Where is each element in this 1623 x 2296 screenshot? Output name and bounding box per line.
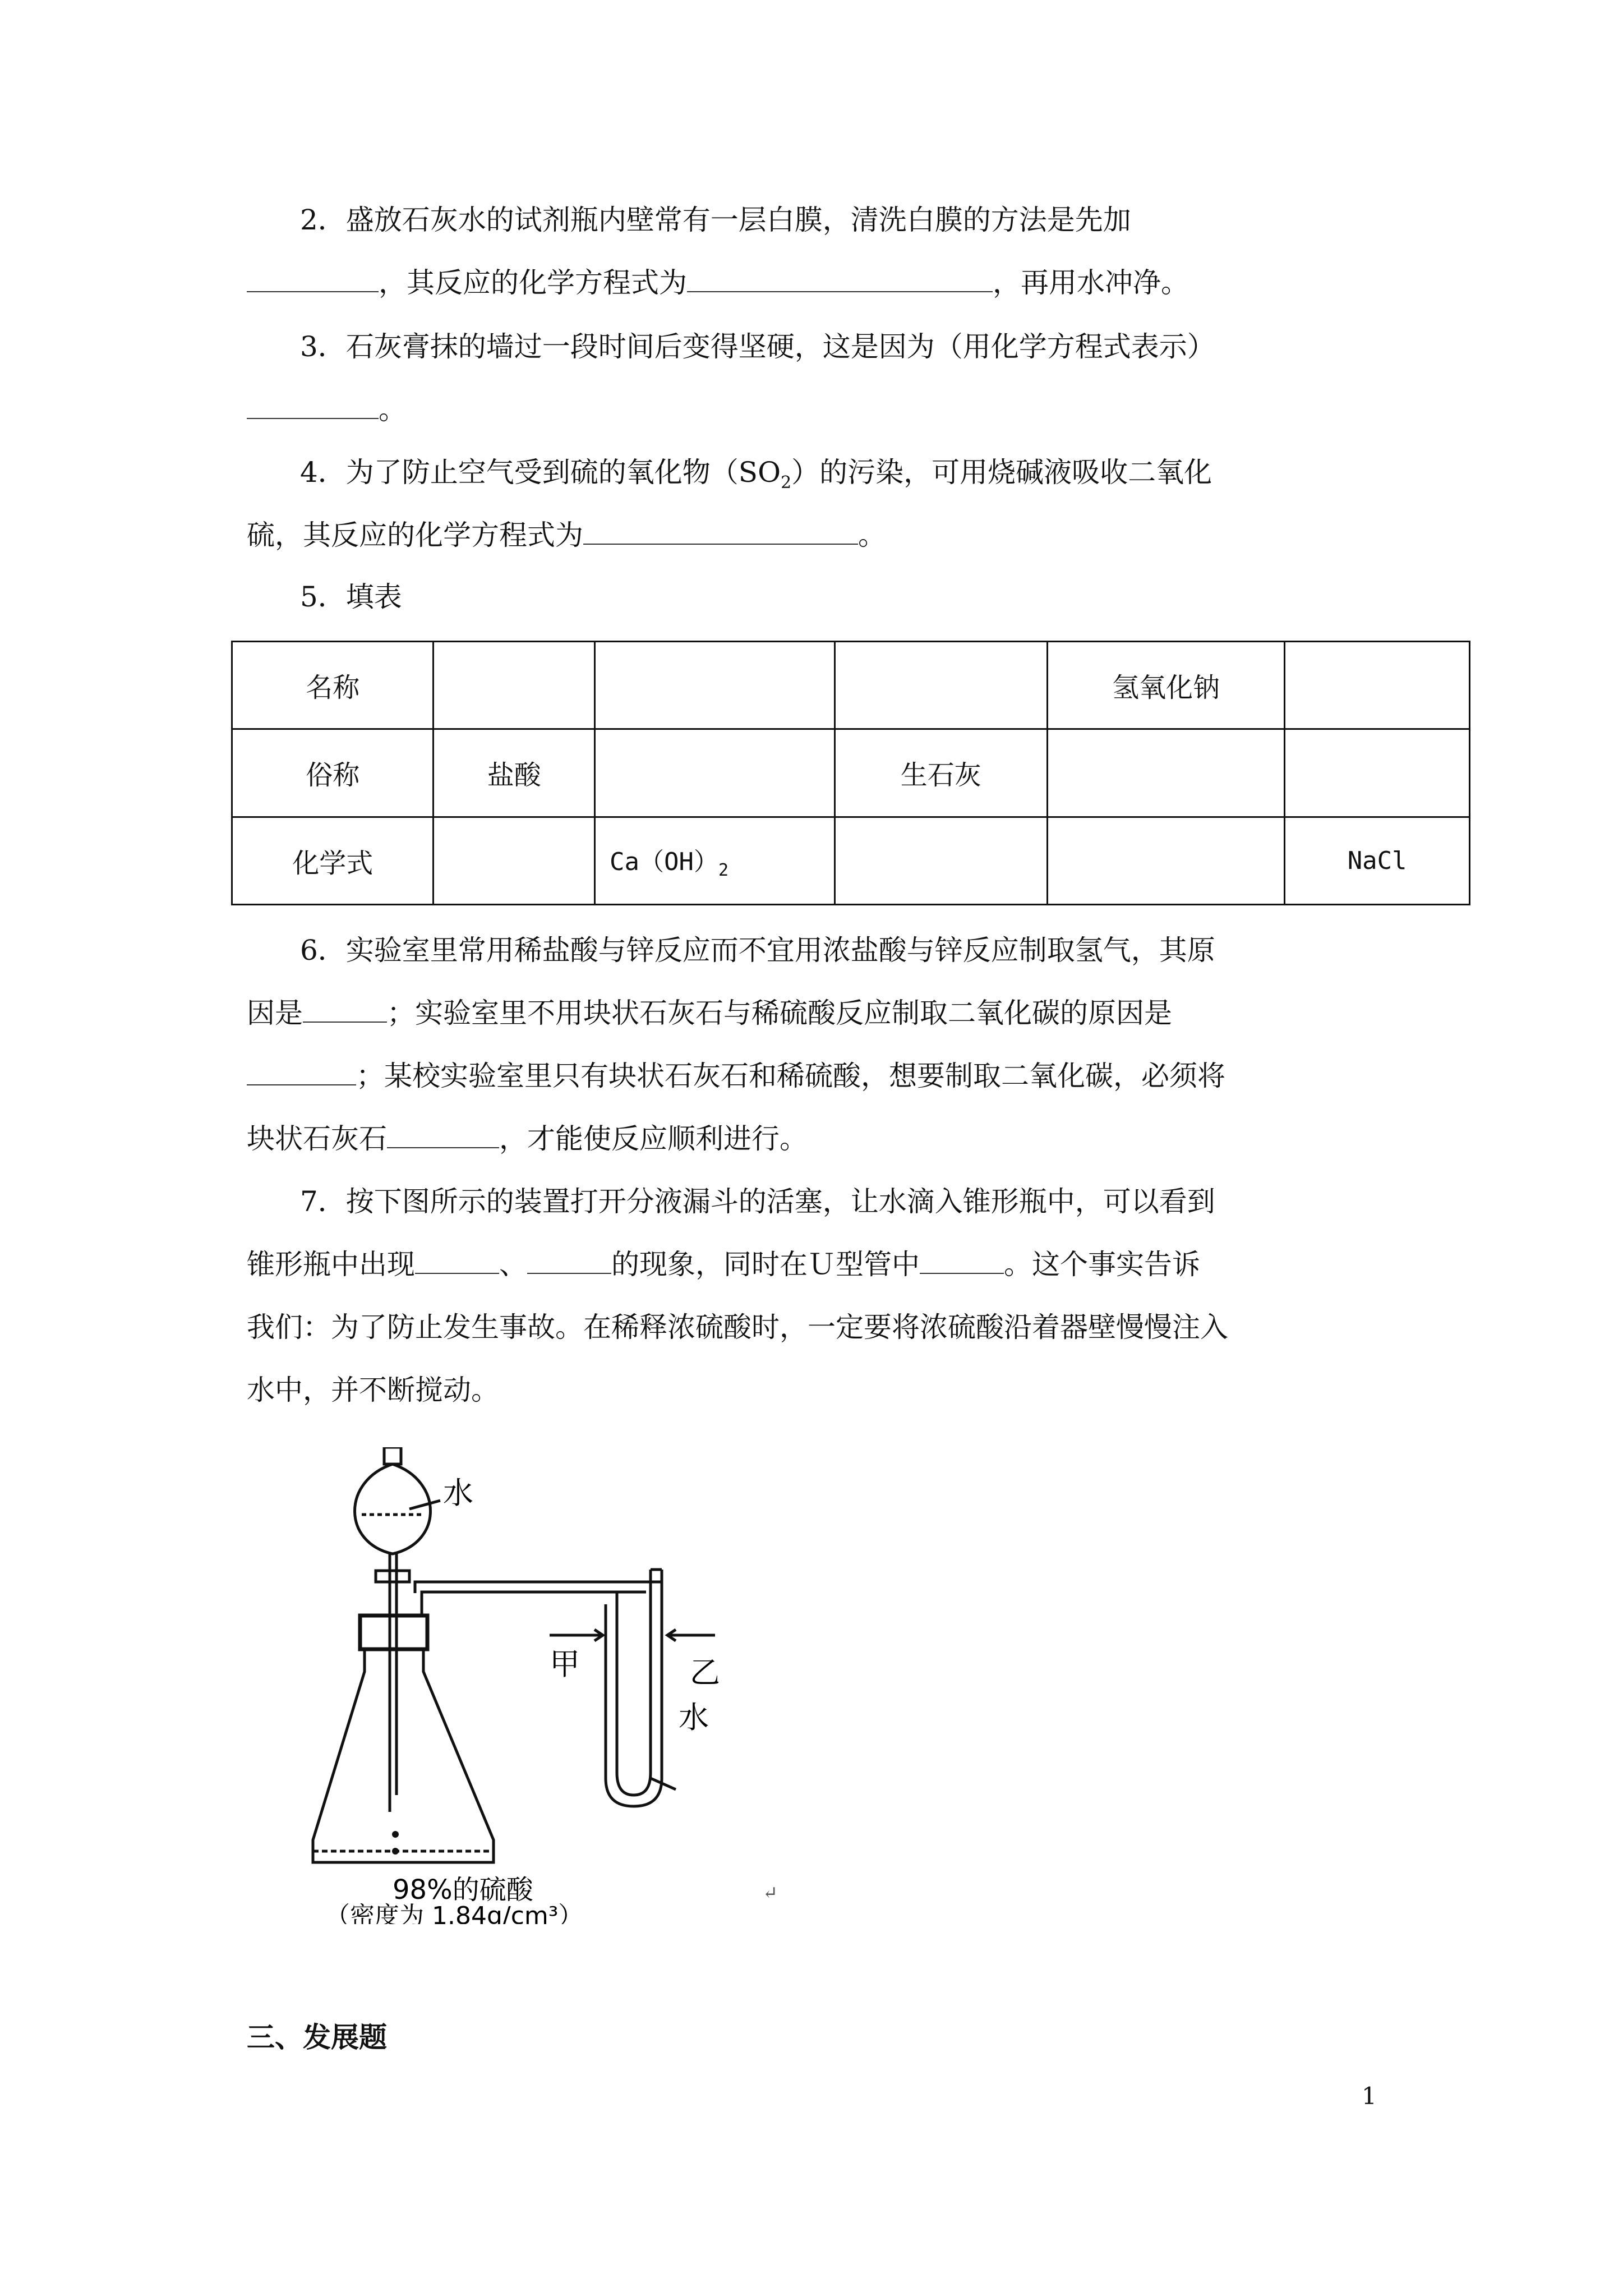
- q4-line1: [300, 455, 1212, 500]
- q3-line2: [247, 393, 407, 426]
- table-row-formula: [232, 817, 1470, 904]
- funnel-stopper: [384, 1447, 401, 1464]
- q7-line2: [247, 1248, 1200, 1281]
- label-water-top: 水: [443, 1475, 473, 1511]
- q6-line4-a: 块状石灰石: [247, 1122, 387, 1155]
- q2-blank-2[interactable]: [687, 266, 993, 292]
- table-cell[interactable]: [595, 642, 835, 729]
- q4-line2-a: 硫，其反应的化学方程式为: [247, 519, 583, 551]
- conical-flask: [313, 1649, 494, 1862]
- table-cell[interactable]: [1285, 642, 1470, 729]
- q5-title: 5．填表: [300, 581, 402, 613]
- water-drop: [392, 1848, 399, 1855]
- q7-line2-a: 锥形瓶中出现: [247, 1248, 415, 1281]
- q3-line2-end: 。: [379, 393, 407, 426]
- q6-blank-2[interactable]: [247, 1060, 356, 1085]
- table-row-name: [232, 642, 1470, 729]
- q6-line2-b: ；实验室里不用块状石灰石与稀硫酸反应制取二氧化碳的原因是: [387, 997, 1172, 1029]
- label-yi: 乙: [690, 1655, 720, 1690]
- section-heading: 三、发展题: [247, 2021, 387, 2054]
- q6-line1: 6．实验室里常用稀盐酸与锌反应而不宜用浓盐酸与锌反应制取氢气，其原: [300, 934, 1215, 967]
- q6-line4-b: ，才能使反应顺利进行。: [499, 1122, 808, 1155]
- row-header-formula: 化学式: [232, 817, 434, 904]
- table-cell[interactable]: [834, 642, 1047, 729]
- label-water-u: 水: [679, 1700, 709, 1735]
- q6-blank-1[interactable]: [303, 997, 387, 1023]
- table-cell[interactable]: [434, 642, 595, 729]
- rubber-stopper: [360, 1616, 427, 1649]
- table-cell[interactable]: [434, 817, 595, 904]
- q4-blank[interactable]: [583, 519, 858, 545]
- q3-line1: 3．石灰膏抹的墙过一段时间后变得坚硬，这是因为（用化学方程式表示）: [300, 330, 1215, 363]
- formula-caoh: Ca（OH）: [610, 847, 718, 876]
- row-header-common: 俗称: [232, 729, 434, 817]
- q2-blank-1[interactable]: [247, 266, 379, 292]
- page-number: 1: [1362, 2082, 1377, 2110]
- fill-table: [231, 641, 1470, 905]
- q2-line2-end: ，再用水冲净。: [993, 266, 1189, 299]
- q6-blank-3[interactable]: [387, 1122, 499, 1148]
- table-cell[interactable]: [1285, 729, 1470, 817]
- q6-line4: [247, 1122, 808, 1156]
- table-cell[interactable]: [1048, 729, 1285, 817]
- q7-blank-1[interactable]: [415, 1248, 499, 1274]
- q4-line2: [247, 518, 886, 552]
- q7-line2-b: 的现象，同时在Ｕ型管中: [611, 1248, 920, 1281]
- separatory-funnel: [355, 1464, 431, 1554]
- return-mark: ↵: [763, 1882, 778, 1903]
- apparatus-figure: [303, 1447, 751, 1924]
- table-cell: 生石灰: [834, 729, 1047, 817]
- q6-line2-a: 因是: [247, 997, 303, 1029]
- q3-blank[interactable]: [247, 393, 379, 419]
- q7-blank-3[interactable]: [920, 1248, 1004, 1274]
- u-tube: [617, 1582, 651, 1795]
- table-cell[interactable]: [1048, 817, 1285, 904]
- apparatus-diagram: [303, 1447, 751, 1924]
- table-cell: 氢氧化钠: [1048, 642, 1285, 729]
- water-drop: [392, 1831, 399, 1838]
- q6-line3-b: ；某校实验室里只有块状石灰石和稀硫酸，想要制取二氧化碳，必须将: [356, 1060, 1225, 1092]
- table-cell: [595, 817, 835, 904]
- label-density: （密度为 1.84g/cm³）: [325, 1902, 583, 1924]
- q7-line2-sep: 、: [499, 1248, 527, 1281]
- label-acid: 98%的硫酸: [393, 1874, 533, 1906]
- row-header-name: 名称: [232, 642, 434, 729]
- q4-line1-a: 4．为了防止空气受到硫的氧化物（SO: [300, 456, 781, 489]
- q7-line4: 水中，并不断搅动。: [247, 1374, 499, 1406]
- q6-line2: [247, 996, 1172, 1030]
- table-cell[interactable]: [595, 729, 835, 817]
- q4-subscript: 2: [781, 473, 792, 493]
- q4-line2-end: 。: [858, 519, 886, 551]
- q2-line2: [247, 266, 1189, 300]
- q7-line2-c: 。这个事实告诉: [1004, 1248, 1200, 1281]
- q2-line2-mid: ，其反应的化学方程式为: [379, 266, 687, 299]
- q6-line3: [247, 1059, 1225, 1093]
- label-jia: 甲: [550, 1646, 580, 1682]
- table-cell: 盐酸: [434, 729, 595, 817]
- q2-line1: 2．盛放石灰水的试剂瓶内壁常有一层白膜，清洗白膜的方法是先加: [300, 204, 1131, 236]
- formula-subscript: 2: [718, 860, 729, 880]
- q7-line3: 我们：为了防止发生事故。在稀释浓硫酸时，一定要将浓硫酸沿着器壁慢慢注入: [247, 1311, 1228, 1343]
- q7-line1: 7．按下图所示的装置打开分液漏斗的活塞，让水滴入锥形瓶中，可以看到: [300, 1185, 1215, 1218]
- table-cell[interactable]: [834, 817, 1047, 904]
- table-cell: NaCl: [1285, 817, 1470, 904]
- table-row-common: [232, 729, 1470, 817]
- q7-blank-2[interactable]: [527, 1248, 611, 1274]
- q4-line1-b: ）的污染，可用烧碱液吸收二氧化: [791, 456, 1212, 489]
